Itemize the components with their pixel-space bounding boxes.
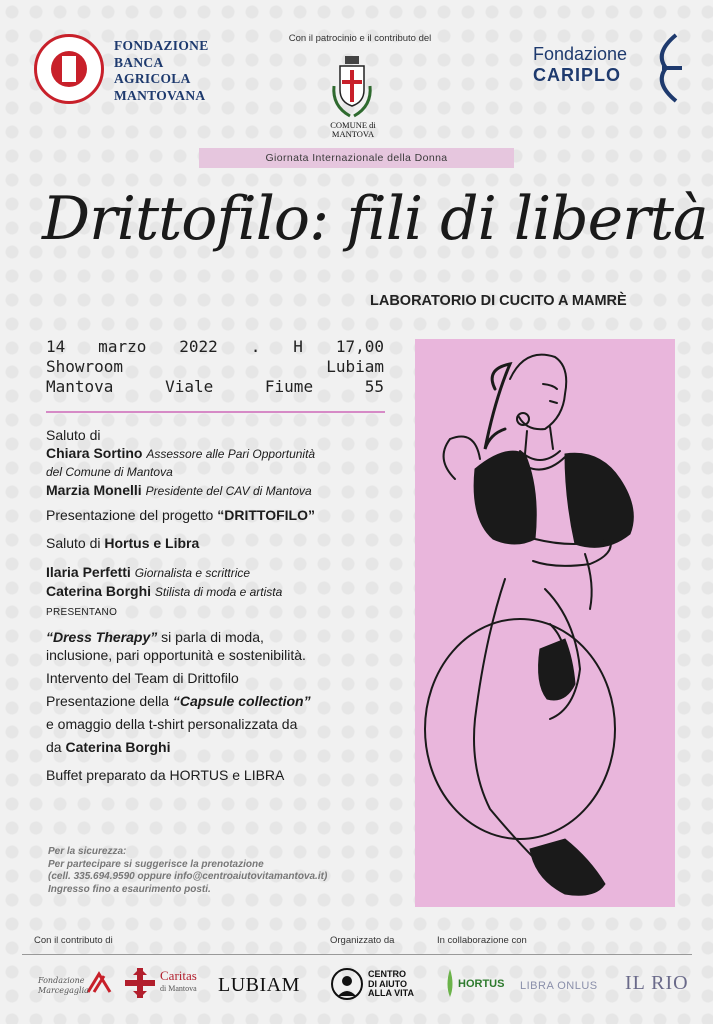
- organizer-centro-aiuto-vita: CENTRO DI AIUTO ALLA VITA: [368, 969, 414, 998]
- hortus-leaf-icon: [443, 967, 457, 999]
- sponsor-marcegaglia: Fondazione Marcegaglia: [38, 976, 89, 995]
- speaker-name: Chiara Sortino: [46, 445, 143, 461]
- footer-collaborazione-label: In collaborazione con: [437, 935, 527, 946]
- giornata-banner: Giornata Internazionale della Donna: [199, 148, 514, 168]
- event-details: [46, 337, 384, 397]
- marcegaglia-mark-icon: [86, 968, 112, 994]
- partner-libra-onlus: LIBRA ONLUS: [520, 980, 598, 992]
- event-address: Mantova Viale Fiume 55: [46, 377, 384, 396]
- footer-organizzato-label: Organizzato da: [330, 935, 395, 946]
- partner-il-rio: IL RIO: [625, 972, 689, 994]
- comune-name: COMUNE di MANTOVA: [330, 120, 376, 139]
- fondazione-cariplo-name: Fondazione CARIPLO: [533, 44, 628, 85]
- speaker-name: Ilaria Perfetti: [46, 564, 131, 580]
- partner-hortus: HORTUS: [458, 978, 505, 990]
- patrocinio-label: Con il patrocinio e il contributo del: [288, 33, 432, 44]
- sicurezza-note: Per la sicurezza: Per partecipare si suggerisce la prenotazione (cell. 335.694.9590 oppure info@centroaiutovitamantova.it) Ingresso fino a esaurimento posti.: [48, 846, 328, 895]
- program-list: Saluto di Chiara Sortino Assessore alle Pari Opportunità del Comune di Mantova Marzia Monelli Presidente del CAV di Mantova Presentazione del progetto “DRITTOFILO” Saluto di Hortus e Libra Ilaria Perfetti Giornalista e scrittrice Caterina Borghi Stilista di moda e artista PRESENTANO “Dress Therapy” si parla di moda, inclusione, pari opportunità e sostenibilità. Intervento del Team di Drittofilo Presentazione della “Capsule collection” e omaggio della t-shirt personalizzata da da Caterina Borghi Buffet preparato da HORTUS e LIBRA: [46, 427, 316, 783]
- poster-subtitle: LABORATORIO DI CUCITO A MAMRÈ: [370, 293, 627, 309]
- divider: [46, 411, 385, 413]
- fondazione-banca-name: FONDAZIONE BANCA AGRICOLA MANTOVANA: [114, 38, 209, 103]
- sponsor-caritas: Caritas di Mantova: [160, 968, 197, 993]
- footer-divider: [22, 954, 692, 955]
- caritas-cross-icon: [123, 966, 157, 1000]
- footer-contributo-label: Con il contributo di: [34, 935, 113, 946]
- speaker-name: Caterina Borghi: [46, 583, 152, 599]
- fashion-illustration: [415, 339, 675, 907]
- cariplo-mark-icon: [650, 33, 684, 103]
- event-date-time: 14 marzo 2022 . H 17,00: [46, 337, 384, 356]
- poster-title: Drittofilo: fili di libertà: [42, 184, 708, 254]
- comune-crest-icon: [330, 56, 374, 120]
- speaker-name: Marzia Monelli: [46, 482, 142, 498]
- centro-aiuto-vita-logo-icon: [330, 966, 364, 1002]
- sponsor-lubiam: LUBIAM: [218, 974, 300, 996]
- fondazione-banca-seal-icon: [34, 34, 104, 104]
- event-venue: Showroom Lubiam: [46, 357, 384, 376]
